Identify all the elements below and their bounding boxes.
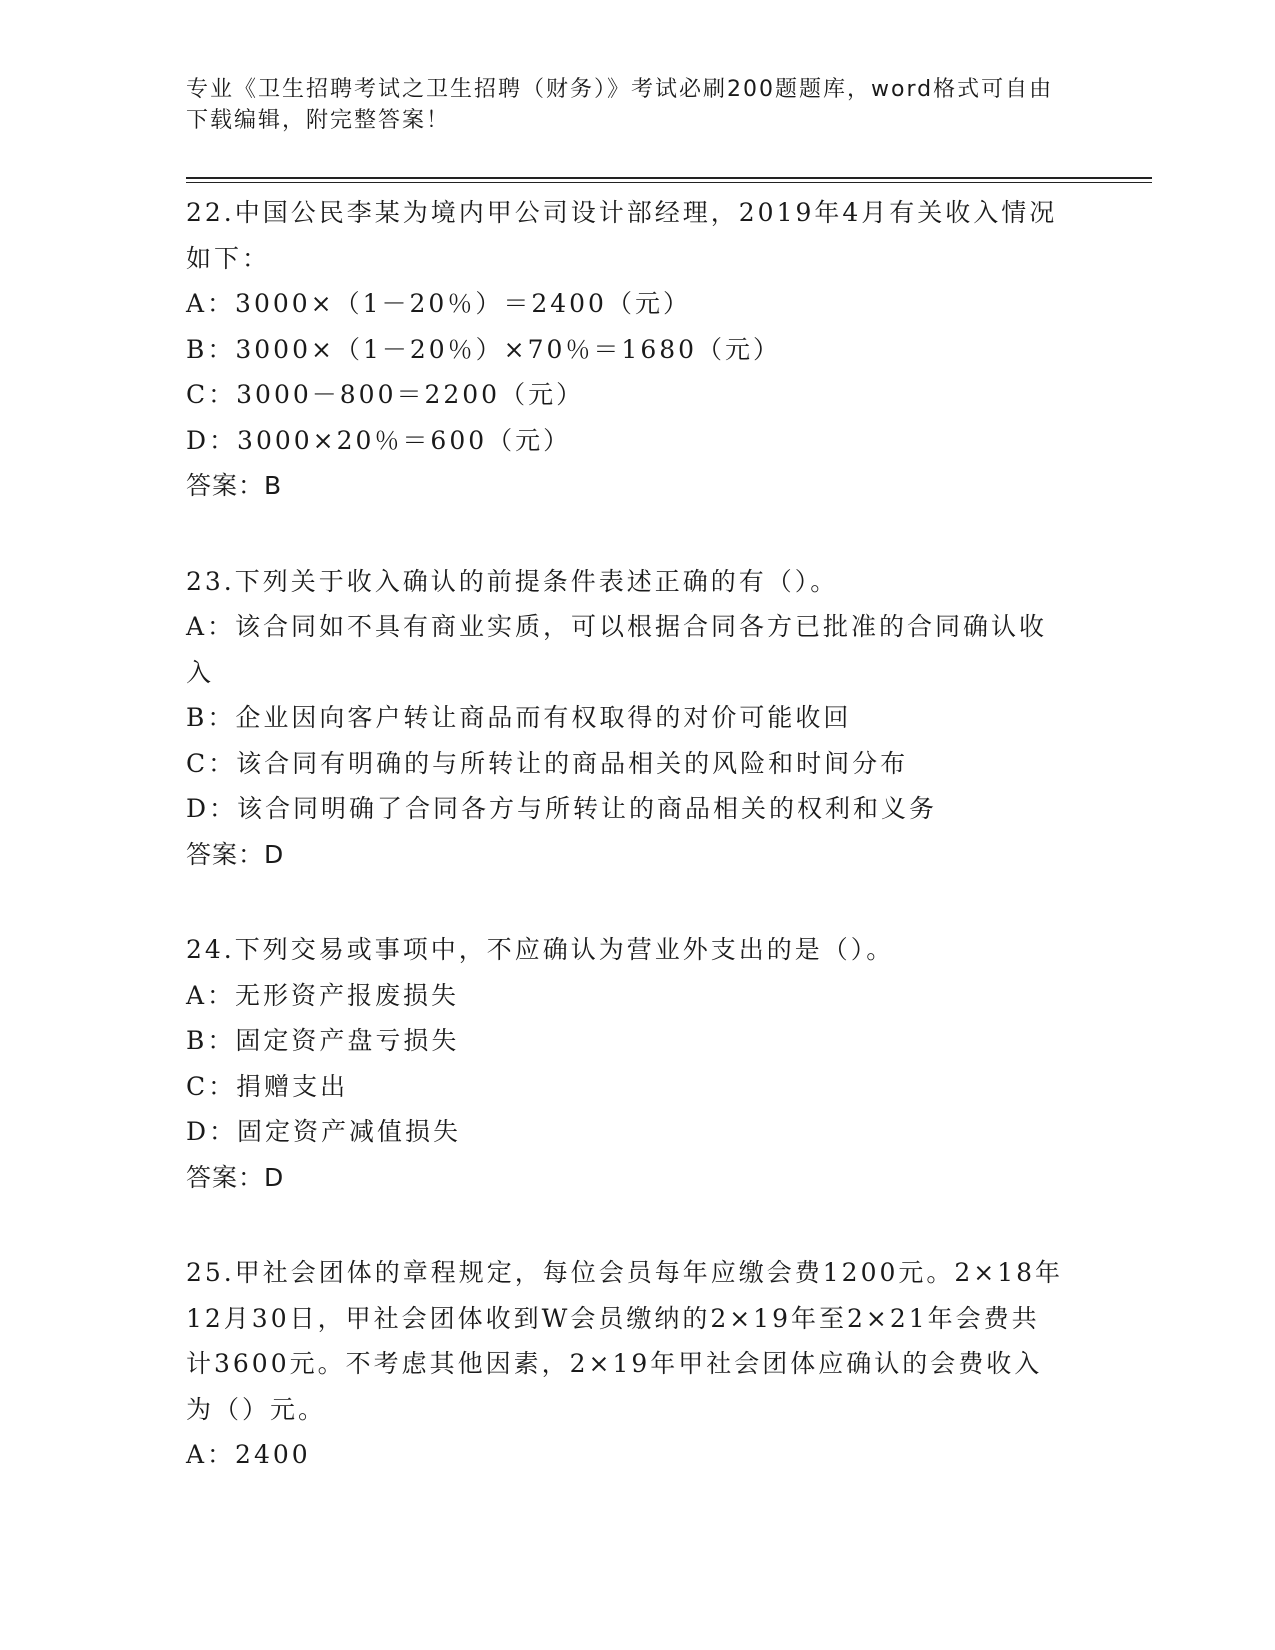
question-23 — [186, 559, 1086, 878]
option-c: C：该合同有明确的与所转让的商品相关的风险和时间分布 — [186, 748, 909, 778]
question-stem: 23.下列关于收入确认的前提条件表述正确的有（）。 — [186, 566, 839, 596]
option-a: A：该合同如不具有商业实质，可以根据合同各方已批准的合同确认收入 — [186, 612, 1048, 687]
question-stem: 25.甲社会团体的章程规定，每位会员每年应缴会费1200元。2×18年12月30日，甲社会团体收到W会员缴纳的2×19年至2×21年会费共计3600元。不考虑其他因素，2×19年甲社会团体应确认的会费收入为（）元。 — [186, 1258, 1064, 1424]
option-d: D：该合同明确了合同各方与所转让的商品相关的权利和义务 — [186, 794, 938, 823]
answer: 答案：D — [186, 839, 285, 869]
header-divider-thin — [186, 182, 1152, 183]
option-c: C：捐赠支出 — [186, 1071, 349, 1101]
question-stem: 22.中国公民李某为境内甲公司设计部经理，2019年4月有关收入情况如下： — [186, 198, 1058, 273]
question-22 — [186, 190, 1086, 509]
option-a: A：3000×（1－20％）＝2400（元） — [186, 289, 691, 318]
answer: 答案：B — [186, 471, 283, 500]
document-header: 专业《卫生招聘考试之卫生招聘（财务）》考试必刷200题题库，word格式可自由下载编辑，附完整答案！ — [186, 77, 1054, 133]
option-d: D：固定资产减值损失 — [186, 1117, 462, 1146]
question-25 — [186, 1250, 1086, 1478]
option-b: B：固定资产盘亏损失 — [186, 1026, 460, 1055]
option-a: A：无形资产报废损失 — [186, 980, 460, 1010]
option-b: B：3000×（1－20％）×70％＝1680（元） — [186, 334, 782, 364]
option-b: B：企业因向客户转让商品而有权取得的对价可能收回 — [186, 703, 852, 732]
option-c: C：3000－800＝2200（元） — [186, 380, 585, 409]
option-a: A：2400 — [186, 1440, 311, 1469]
question-24 — [186, 927, 1086, 1200]
option-d: D：3000×20％＝600（元） — [186, 425, 572, 455]
answer: 答案：D — [186, 1162, 285, 1192]
question-stem: 24.下列交易或事项中，不应确认为营业外支出的是（）。 — [186, 935, 895, 964]
question-list — [186, 190, 1086, 1528]
header-divider-thick — [186, 177, 1152, 179]
